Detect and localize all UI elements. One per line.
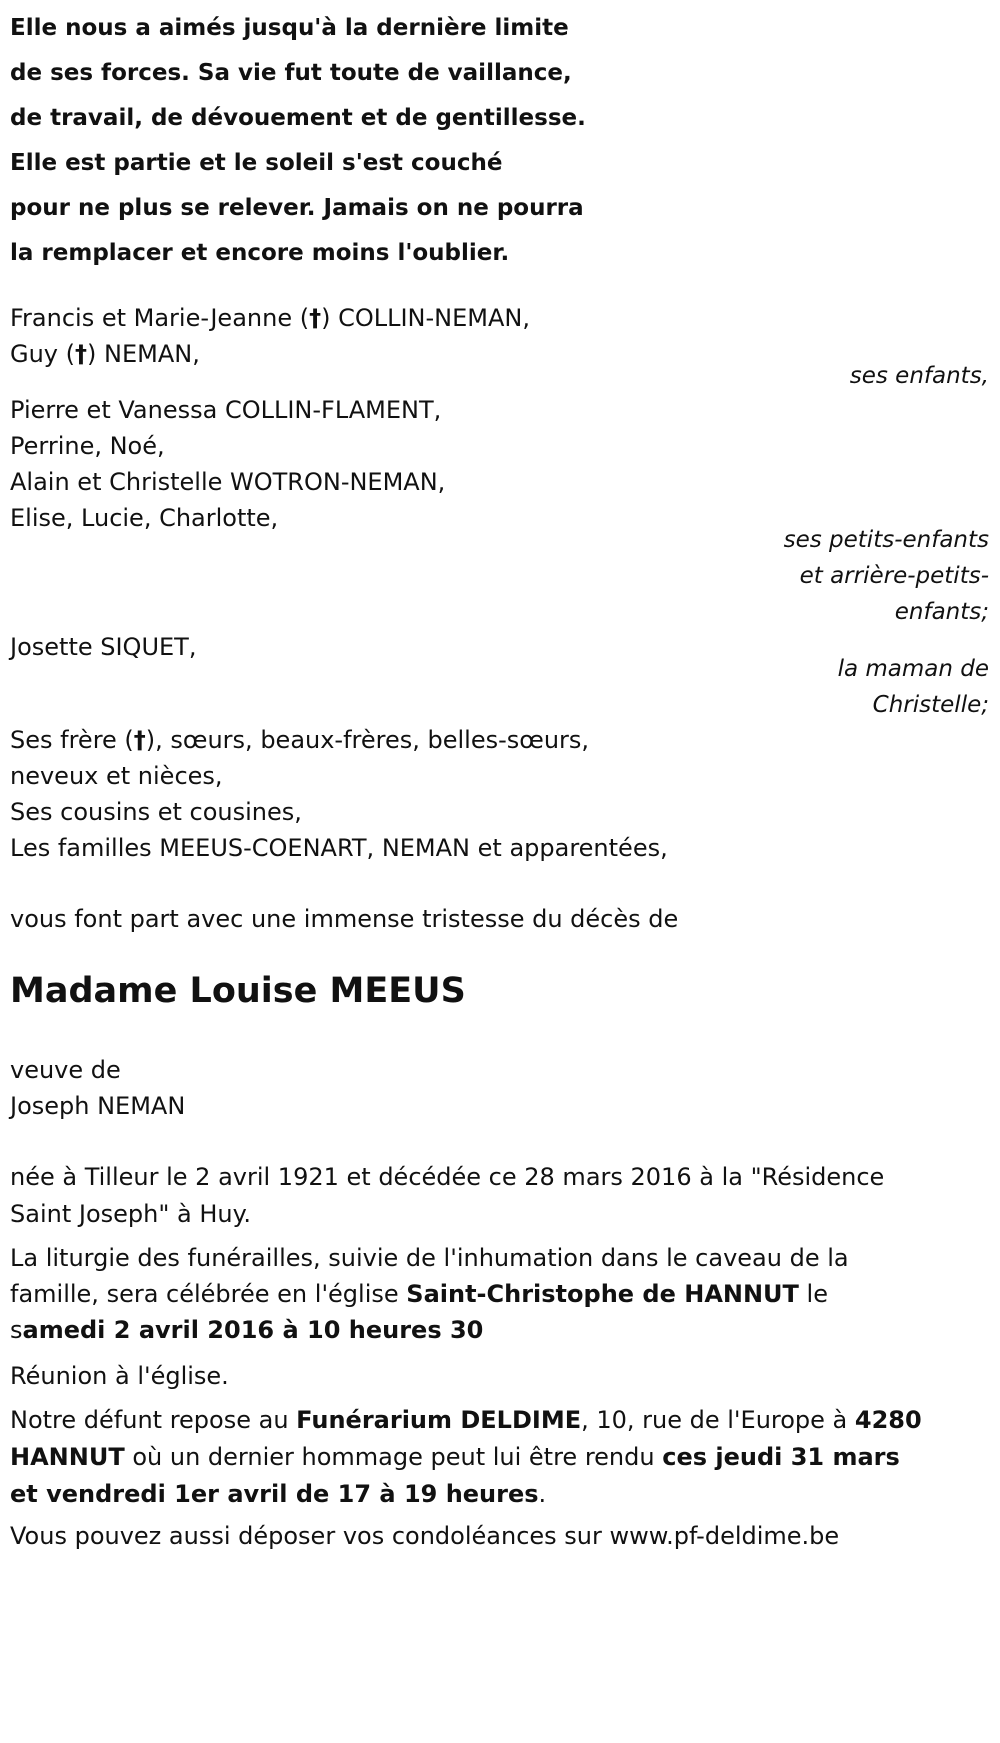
family-line: Les familles MEEUS-COENART, NEMAN et apparentées, — [10, 834, 668, 862]
grandchildren-list — [10, 392, 445, 536]
grandchild-line: Pierre et Vanessa COLLIN-FLAMENT, — [10, 396, 442, 424]
poem-line: Elle nous a aimés jusqu'à la dernière limite — [10, 15, 569, 41]
announcement-intro: vous font part avec une immense tristesse du décès de — [10, 905, 679, 933]
spouse-name: Joseph NEMAN — [10, 1092, 186, 1120]
family-line: Ses cousins et cousines, — [10, 798, 302, 826]
poem-line: de travail, de dévouement et de gentillesse. — [10, 105, 586, 131]
widow-label: veuve de — [10, 1056, 121, 1084]
grandchild-line: Alain et Christelle WOTRON-NEMAN, — [10, 468, 446, 496]
child-line: Guy (†) NEMAN, — [10, 340, 200, 368]
repose-paragraph: Notre défunt repose au Funérarium DELDIME, 10, rue de l'Europe à 4280 HANNUT où un dernier hommage peut lui être rendu ces jeudi 31 mars et vendredi 1er avril de 17 à 19 heures. — [10, 1406, 922, 1508]
josette-line: Josette SIQUET, — [10, 633, 197, 661]
birth-death-paragraph: née à Tilleur le 2 avril 1921 et décédée ce 28 mars 2016 à la "Résidence Saint Joseph" à Huy. — [10, 1163, 885, 1228]
cross-icon: † — [75, 340, 88, 368]
josette-role: la maman de Christelle; — [837, 656, 989, 718]
postcode: 4280 — [854, 1406, 922, 1434]
reunion-text: Réunion à l'église. — [10, 1362, 229, 1390]
grandchild-line: Perrine, Noé, — [10, 432, 165, 460]
grandchildren-role: ses petits-enfants et arrière-petits- enfants; — [783, 527, 989, 625]
children-list — [10, 300, 530, 372]
cross-icon: † — [309, 304, 322, 332]
family-line: Ses frère (†), sœurs, beaux-frères, belles-sœurs, — [10, 726, 590, 754]
poem-line: pour ne plus se relever. Jamais on ne pourra — [10, 195, 584, 221]
poem — [10, 6, 586, 276]
child-line: Francis et Marie-Jeanne (†) COLLIN-NEMAN, — [10, 304, 530, 332]
children-role: ses enfants, — [849, 363, 989, 389]
cross-icon: † — [133, 726, 146, 754]
visiting-days: ces jeudi 31 mars — [662, 1443, 900, 1471]
city: HANNUT — [10, 1443, 125, 1471]
poem-line: de ses forces. Sa vie fut toute de vaillance, — [10, 60, 572, 86]
family-line: neveux et nièces, — [10, 762, 223, 790]
liturgy-paragraph: La liturgie des funérailles, suivie de l'inhumation dans le caveau de la famille, sera célébrée en l'église Saint-Christophe de HANNUT le samedi 2 avril 2016 à 10 heures 30 — [10, 1244, 849, 1344]
deceased-name: Madame Louise MEEUS — [10, 971, 466, 1011]
visiting-hours: et vendredi 1er avril de 17 à 19 heures — [10, 1480, 539, 1508]
church-name: Saint-Christophe de HANNUT — [406, 1280, 799, 1308]
ceremony-datetime: amedi 2 avril 2016 à 10 heures 30 — [22, 1316, 484, 1344]
condolences-text: Vous pouvez aussi déposer vos condoléances sur www.pf-deldime.be — [10, 1522, 840, 1550]
grandchild-line: Elise, Lucie, Charlotte, — [10, 504, 279, 532]
family-list — [10, 722, 668, 866]
poem-line: la remplacer et encore moins l'oublier. — [10, 240, 510, 266]
widow-block — [10, 1052, 185, 1124]
funerarium-name: Funérarium DELDIME — [296, 1406, 582, 1434]
poem-line: Elle est partie et le soleil s'est couché — [10, 150, 503, 176]
